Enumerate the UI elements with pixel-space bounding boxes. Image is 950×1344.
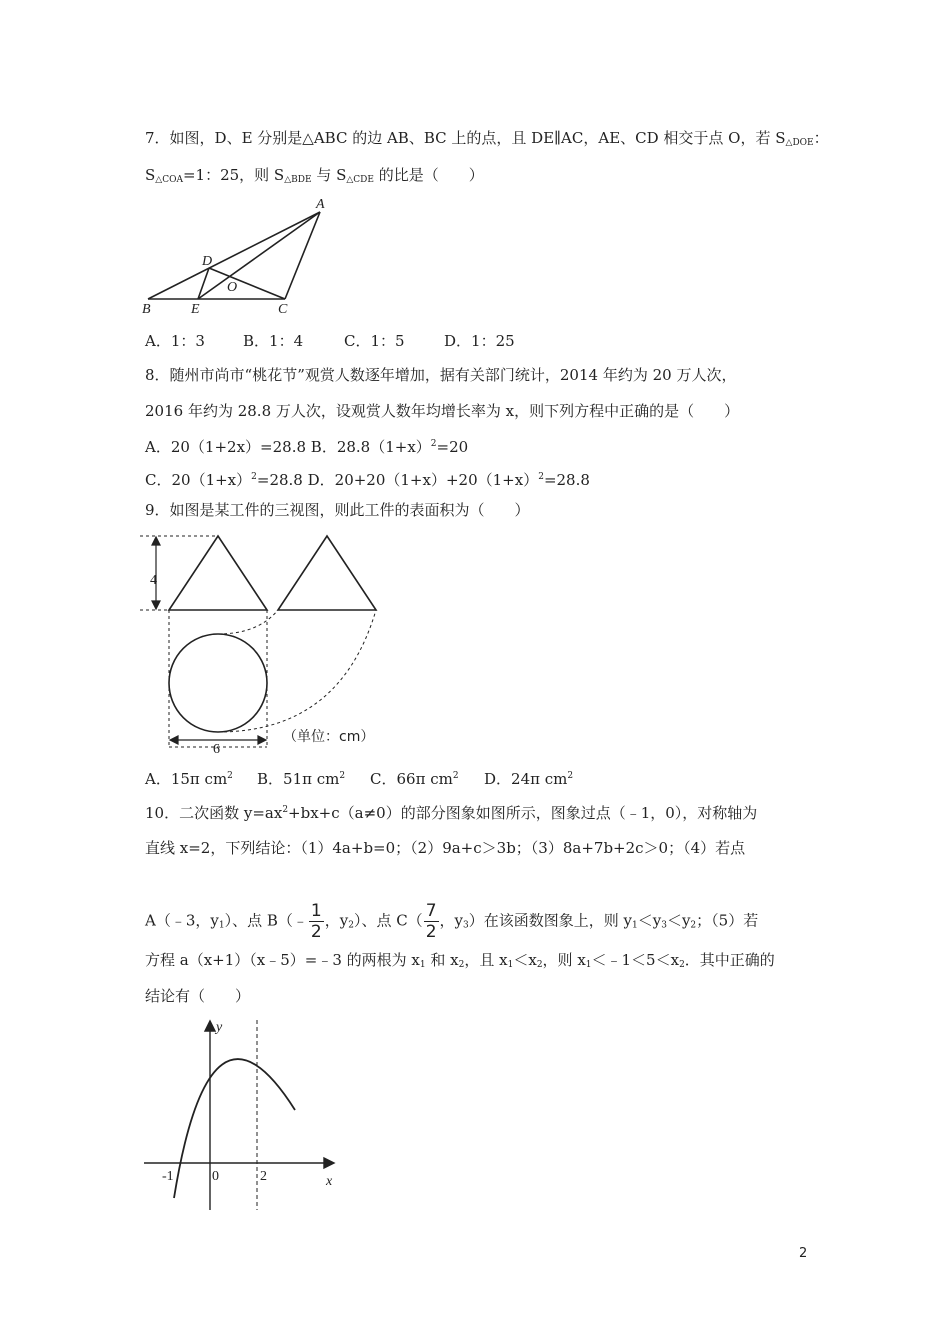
label-B: B xyxy=(142,302,151,317)
y-axis-label: y xyxy=(216,1020,223,1035)
label-O: O xyxy=(227,280,238,295)
tick-zero: 0 xyxy=(212,1169,219,1184)
q9-option-a: A．15π $cm^2$ xyxy=(145,770,233,788)
q7-option-b: B．1：4 xyxy=(243,332,304,350)
q7-triangle-figure xyxy=(140,195,340,320)
tick-two: 2 xyxy=(260,1169,267,1184)
q8-option-b: B．$28.8(1+x)^2=20$ xyxy=(310,438,469,456)
label-D: D xyxy=(202,254,213,269)
q10-parabola-graph xyxy=(140,1015,345,1215)
unit-note: （单位：cm） xyxy=(283,729,375,745)
q8-options-row2 xyxy=(145,467,590,490)
q8-option-c: C．$20(1+x)^2=28.8$ xyxy=(145,471,303,489)
label-A: A xyxy=(316,197,325,212)
q7-option-a: A．1：3 xyxy=(145,332,205,350)
fraction-seven-halves: $\frac{7}{2}$ xyxy=(425,901,437,942)
q10-stem-line3: A（﹣3，$y_1$）、点 B（﹣ $\frac{1}{2}$ ，$y_2$）、点 C（ $\frac{7}{2}$ ，$y_3$）在该函数图象上，则 $y_1<y_3<y_2$；（5）若 xyxy=(145,901,759,942)
dim-height-label: 4 xyxy=(150,573,157,588)
q10-stem-line2: 直线 x=2，下列结论：（1）4a+b=0；（2）9a+c＞3b；（3）8a+7b+2c＞0；（4）若点 xyxy=(145,839,746,857)
dim-width-label: 6 xyxy=(213,742,220,757)
q9-option-d: D．24π $cm^2$ xyxy=(484,770,574,788)
q7-stem-line2: $S_{\triangle COA}=1$：25，则 $S_{\triangle BDE}$ 与 $S_{\triangle CDE}$ 的比是（ ） xyxy=(145,166,484,185)
x-axis-label: x xyxy=(326,1174,333,1189)
q9-stem: 9．如图是某工件的三视图，则此工件的表面积为（ ） xyxy=(145,501,530,519)
q8-options-row1 xyxy=(145,434,468,457)
q8-option-d: D．$20+20(1+x)+20(1+x)^2=28.8$ xyxy=(307,471,590,489)
page-number: 2 xyxy=(799,1246,808,1261)
q8-stem-line1: 8．随州市尚市“桃花节”观赏人数逐年增加，据有关部门统计，2014 年约为 20 万人次， xyxy=(145,366,737,384)
q7-stem-line1: 7．如图，D、E 分别是△ABC 的边 AB、BC 上的点，且 DE∥AC，AE、CD 相交于点 O，若 $S_{\triangle DOE}$： xyxy=(145,129,829,148)
label-C: C xyxy=(278,302,288,317)
q10-stem-line4: 方程 a（x+1）（x﹣5）=﹣3 的两根为 $x_1$ 和 $x_2$，且 $x_1<x_2$，则 $x_1<﹣1<5<x_2$．其中正确的 xyxy=(145,951,775,970)
q9-option-c: C．66π $cm^2$ xyxy=(370,770,459,788)
label-E: E xyxy=(191,302,200,317)
q8-option-a: A．20（1+2x）=28.8 xyxy=(145,438,307,456)
q10-stem-line5: 结论有（ ） xyxy=(145,987,251,1005)
q10-stem-line1: 10．二次函数 $y=ax^2+bx+c(a\ne 0)$的部分图象如图所示，图象过点（﹣1，0），对称轴为 xyxy=(145,804,758,822)
q9-option-b: B．51π $cm^2$ xyxy=(257,770,346,788)
tick-neg1: -1 xyxy=(162,1169,174,1184)
q9-three-view-figure xyxy=(140,527,400,757)
q7-option-c: C．1：5 xyxy=(344,332,405,350)
q8-stem-line2: 2016 年约为 28.8 万人次，设观赏人数年均增长率为 x，则下列方程中正确的是（ ） xyxy=(145,402,740,420)
q7-option-d: D．1：25 xyxy=(444,332,515,350)
fraction-one-half: $\frac{1}{2}$ xyxy=(310,901,322,942)
